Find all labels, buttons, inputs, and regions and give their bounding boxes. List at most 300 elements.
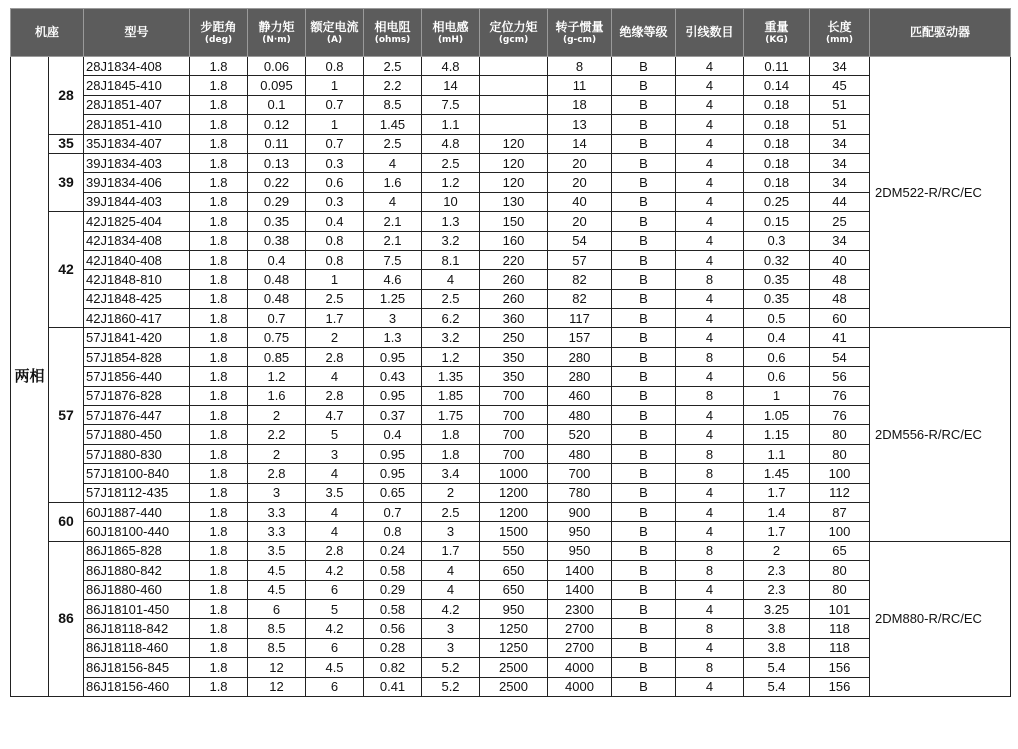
detent-torque-cell: 700 [480, 444, 548, 463]
weight-cell: 0.18 [744, 173, 810, 192]
lead-count-cell: 4 [676, 328, 744, 347]
holding-torque-cell: 0.06 [248, 57, 306, 76]
rotor-inertia-cell: 2700 [548, 619, 612, 638]
spec-sheet [10, 8, 1010, 697]
phase-resistance-cell: 3 [364, 309, 422, 328]
rated-current-cell: 5 [306, 425, 364, 444]
detent-torque-cell: 160 [480, 231, 548, 250]
header-phase-resistance: 相电阻 (ohms) [364, 9, 422, 57]
phase-inductance-cell: 4.8 [422, 134, 480, 153]
rotor-inertia-cell: 280 [548, 347, 612, 366]
lead-count-cell: 8 [676, 541, 744, 560]
rated-current-cell: 0.6 [306, 173, 364, 192]
rotor-inertia-cell: 57 [548, 250, 612, 269]
length-cell: 34 [810, 153, 870, 172]
table-row [11, 502, 1011, 521]
detent-torque-cell [480, 57, 548, 76]
insulation-class-cell: B [612, 192, 676, 211]
model-cell: 57J1876-447 [84, 406, 190, 425]
phase-inductance-cell: 3 [422, 638, 480, 657]
table-row [11, 134, 1011, 153]
rotor-inertia-cell: 20 [548, 173, 612, 192]
holding-torque-cell: 0.85 [248, 347, 306, 366]
phase-resistance-cell: 0.8 [364, 522, 422, 541]
model-cell: 86J18156-460 [84, 677, 190, 696]
holding-torque-cell: 0.4 [248, 250, 306, 269]
model-cell: 86J18101-450 [84, 599, 190, 618]
table-row [11, 270, 1011, 289]
weight-cell: 0.3 [744, 231, 810, 250]
phase-inductance-cell: 4 [422, 580, 480, 599]
step-angle-cell: 1.8 [190, 192, 248, 211]
insulation-class-cell: B [612, 153, 676, 172]
table-row [11, 444, 1011, 463]
weight-cell: 0.6 [744, 367, 810, 386]
weight-cell: 2 [744, 541, 810, 560]
holding-torque-cell: 0.75 [248, 328, 306, 347]
insulation-class-cell: B [612, 367, 676, 386]
step-angle-cell: 1.8 [190, 406, 248, 425]
weight-cell: 3.25 [744, 599, 810, 618]
step-angle-cell: 1.8 [190, 173, 248, 192]
phase-inductance-cell: 1.2 [422, 347, 480, 366]
model-cell: 42J1860-417 [84, 309, 190, 328]
header-step-angle: 步距角 (deg) [190, 9, 248, 57]
rated-current-cell: 0.3 [306, 192, 364, 211]
insulation-class-cell: B [612, 561, 676, 580]
table-row [11, 192, 1011, 211]
table-row [11, 464, 1011, 483]
detent-torque-cell: 950 [480, 599, 548, 618]
step-angle-cell: 1.8 [190, 483, 248, 502]
weight-cell: 5.4 [744, 658, 810, 677]
length-cell: 76 [810, 386, 870, 405]
detent-torque-cell: 250 [480, 328, 548, 347]
step-angle-cell: 1.8 [190, 425, 248, 444]
model-cell: 42J1848-810 [84, 270, 190, 289]
step-angle-cell: 1.8 [190, 153, 248, 172]
model-cell: 35J1834-407 [84, 134, 190, 153]
phase-resistance-cell: 7.5 [364, 250, 422, 269]
model-cell: 28J1834-408 [84, 57, 190, 76]
detent-torque-cell: 2500 [480, 658, 548, 677]
rotor-inertia-cell: 1400 [548, 561, 612, 580]
table-row [11, 580, 1011, 599]
length-cell: 25 [810, 212, 870, 231]
weight-cell: 1.05 [744, 406, 810, 425]
rotor-inertia-cell: 14 [548, 134, 612, 153]
holding-torque-cell: 2 [248, 406, 306, 425]
step-angle-cell: 1.8 [190, 212, 248, 231]
model-cell: 57J18112-435 [84, 483, 190, 502]
phase-inductance-cell: 1.7 [422, 541, 480, 560]
model-cell: 86J18156-845 [84, 658, 190, 677]
rated-current-cell: 6 [306, 580, 364, 599]
table-row [11, 173, 1011, 192]
rated-current-cell: 2.8 [306, 386, 364, 405]
frame-size-cell: 86 [49, 541, 84, 696]
phase-resistance-cell: 1.25 [364, 289, 422, 308]
header-detent-torque: 定位力矩 (gcm) [480, 9, 548, 57]
phase-inductance-cell: 1.8 [422, 425, 480, 444]
rated-current-cell: 2.8 [306, 541, 364, 560]
table-row [11, 425, 1011, 444]
lead-count-cell: 4 [676, 231, 744, 250]
step-angle-cell: 1.8 [190, 95, 248, 114]
lead-count-cell: 4 [676, 76, 744, 95]
rotor-inertia-cell: 280 [548, 367, 612, 386]
insulation-class-cell: B [612, 425, 676, 444]
header-rated-current: 额定电流 (A) [306, 9, 364, 57]
lead-count-cell: 4 [676, 134, 744, 153]
lead-count-cell: 4 [676, 367, 744, 386]
rotor-inertia-cell: 2700 [548, 638, 612, 657]
lead-count-cell: 8 [676, 619, 744, 638]
lead-count-cell: 4 [676, 57, 744, 76]
table-body [11, 57, 1011, 697]
insulation-class-cell: B [612, 638, 676, 657]
phase-inductance-cell: 2.5 [422, 153, 480, 172]
model-cell: 42J1834-408 [84, 231, 190, 250]
holding-torque-cell: 2 [248, 444, 306, 463]
step-angle-cell: 1.8 [190, 250, 248, 269]
lead-count-cell: 8 [676, 386, 744, 405]
model-cell: 60J1887-440 [84, 502, 190, 521]
insulation-class-cell: B [612, 76, 676, 95]
insulation-class-cell: B [612, 464, 676, 483]
table-row [11, 153, 1011, 172]
rotor-inertia-cell: 700 [548, 464, 612, 483]
insulation-class-cell: B [612, 541, 676, 560]
insulation-class-cell: B [612, 115, 676, 134]
phase-resistance-cell: 0.95 [364, 347, 422, 366]
rated-current-cell: 6 [306, 638, 364, 657]
matching-driver-cell: 2DM522-R/RC/EC [870, 57, 1011, 328]
rotor-inertia-cell: 950 [548, 522, 612, 541]
detent-torque-cell [480, 95, 548, 114]
table-row [11, 309, 1011, 328]
rated-current-cell: 1 [306, 76, 364, 95]
phase-resistance-cell: 2.5 [364, 57, 422, 76]
holding-torque-cell: 8.5 [248, 638, 306, 657]
table-row [11, 599, 1011, 618]
detent-torque-cell: 150 [480, 212, 548, 231]
phase-inductance-cell: 3 [422, 619, 480, 638]
rated-current-cell: 6 [306, 677, 364, 696]
table-row [11, 57, 1011, 76]
phase-resistance-cell: 0.41 [364, 677, 422, 696]
model-cell: 57J1854-828 [84, 347, 190, 366]
holding-torque-cell: 1.2 [248, 367, 306, 386]
lead-count-cell: 4 [676, 522, 744, 541]
insulation-class-cell: B [612, 270, 676, 289]
table-row [11, 289, 1011, 308]
holding-torque-cell: 4.5 [248, 561, 306, 580]
insulation-class-cell: B [612, 522, 676, 541]
detent-torque-cell: 2500 [480, 677, 548, 696]
step-angle-cell: 1.8 [190, 561, 248, 580]
rotor-inertia-cell: 780 [548, 483, 612, 502]
detent-torque-cell: 120 [480, 173, 548, 192]
detent-torque-cell: 700 [480, 425, 548, 444]
phase-inductance-cell: 1.3 [422, 212, 480, 231]
detent-torque-cell: 1200 [480, 483, 548, 502]
weight-cell: 0.6 [744, 347, 810, 366]
length-cell: 156 [810, 677, 870, 696]
rated-current-cell: 0.8 [306, 250, 364, 269]
insulation-class-cell: B [612, 677, 676, 696]
lead-count-cell: 8 [676, 561, 744, 580]
weight-cell: 0.35 [744, 270, 810, 289]
phase-resistance-cell: 2.1 [364, 231, 422, 250]
header-row [11, 9, 1011, 57]
phase-resistance-cell: 0.4 [364, 425, 422, 444]
phase-inductance-cell: 1.2 [422, 173, 480, 192]
weight-cell: 0.32 [744, 250, 810, 269]
model-cell: 86J1880-460 [84, 580, 190, 599]
rotor-inertia-cell: 480 [548, 444, 612, 463]
lead-count-cell: 4 [676, 406, 744, 425]
holding-torque-cell: 0.38 [248, 231, 306, 250]
detent-torque-cell: 120 [480, 153, 548, 172]
frame-size-cell: 60 [49, 502, 84, 541]
length-cell: 56 [810, 367, 870, 386]
rotor-inertia-cell: 480 [548, 406, 612, 425]
phase-resistance-cell: 1.45 [364, 115, 422, 134]
phase-inductance-cell: 10 [422, 192, 480, 211]
holding-torque-cell: 0.48 [248, 270, 306, 289]
step-angle-cell: 1.8 [190, 580, 248, 599]
weight-cell: 0.18 [744, 115, 810, 134]
step-angle-cell: 1.8 [190, 619, 248, 638]
step-angle-cell: 1.8 [190, 386, 248, 405]
insulation-class-cell: B [612, 347, 676, 366]
model-cell: 86J18118-460 [84, 638, 190, 657]
table-row [11, 76, 1011, 95]
weight-cell: 0.35 [744, 289, 810, 308]
phase-inductance-cell: 4 [422, 270, 480, 289]
length-cell: 80 [810, 425, 870, 444]
lead-count-cell: 4 [676, 309, 744, 328]
insulation-class-cell: B [612, 309, 676, 328]
weight-cell: 0.5 [744, 309, 810, 328]
phase-inductance-cell: 4 [422, 561, 480, 580]
lead-count-cell: 4 [676, 115, 744, 134]
weight-cell: 0.18 [744, 95, 810, 114]
length-cell: 76 [810, 406, 870, 425]
holding-torque-cell: 0.13 [248, 153, 306, 172]
phase-inductance-cell: 6.2 [422, 309, 480, 328]
frame-size-cell: 39 [49, 153, 84, 211]
header-phase-inductance: 相电感 (mH) [422, 9, 480, 57]
header-length: 长度 (mm) [810, 9, 870, 57]
phase-inductance-cell: 1.75 [422, 406, 480, 425]
phase-resistance-cell: 0.65 [364, 483, 422, 502]
length-cell: 48 [810, 270, 870, 289]
lead-count-cell: 4 [676, 502, 744, 521]
table-row [11, 328, 1011, 347]
phase-inductance-cell: 2.5 [422, 502, 480, 521]
phase-resistance-cell: 0.82 [364, 658, 422, 677]
rated-current-cell: 1.7 [306, 309, 364, 328]
phase-resistance-cell: 4 [364, 153, 422, 172]
holding-torque-cell: 3 [248, 483, 306, 502]
phase-resistance-cell: 0.29 [364, 580, 422, 599]
table-row [11, 483, 1011, 502]
phase-inductance-cell: 1.1 [422, 115, 480, 134]
insulation-class-cell: B [612, 212, 676, 231]
step-angle-cell: 1.8 [190, 134, 248, 153]
detent-torque-cell: 1250 [480, 638, 548, 657]
insulation-class-cell: B [612, 95, 676, 114]
lead-count-cell: 8 [676, 464, 744, 483]
length-cell: 60 [810, 309, 870, 328]
model-cell: 57J1856-440 [84, 367, 190, 386]
step-angle-cell: 1.8 [190, 115, 248, 134]
model-cell: 57J1876-828 [84, 386, 190, 405]
detent-torque-cell: 650 [480, 561, 548, 580]
phase-resistance-cell: 0.58 [364, 561, 422, 580]
length-cell: 80 [810, 444, 870, 463]
phase-resistance-cell: 0.58 [364, 599, 422, 618]
header-weight: 重量 (KG) [744, 9, 810, 57]
length-cell: 80 [810, 561, 870, 580]
model-cell: 57J1880-450 [84, 425, 190, 444]
table-row [11, 212, 1011, 231]
rotor-inertia-cell: 82 [548, 289, 612, 308]
weight-cell: 1.15 [744, 425, 810, 444]
insulation-class-cell: B [612, 502, 676, 521]
table-row [11, 677, 1011, 696]
holding-torque-cell: 0.22 [248, 173, 306, 192]
length-cell: 41 [810, 328, 870, 347]
holding-torque-cell: 1.6 [248, 386, 306, 405]
header-lead-count: 引线数目 [676, 9, 744, 57]
rated-current-cell: 2 [306, 328, 364, 347]
model-cell: 42J1825-404 [84, 212, 190, 231]
detent-torque-cell: 700 [480, 406, 548, 425]
insulation-class-cell: B [612, 173, 676, 192]
phase-inductance-cell: 7.5 [422, 95, 480, 114]
phase-resistance-cell: 0.56 [364, 619, 422, 638]
weight-cell: 1.4 [744, 502, 810, 521]
weight-cell: 3.8 [744, 638, 810, 657]
length-cell: 118 [810, 638, 870, 657]
phase-inductance-cell: 3.2 [422, 328, 480, 347]
model-cell: 57J18100-840 [84, 464, 190, 483]
step-angle-cell: 1.8 [190, 464, 248, 483]
step-angle-cell: 1.8 [190, 599, 248, 618]
insulation-class-cell: B [612, 599, 676, 618]
weight-cell: 0.11 [744, 57, 810, 76]
weight-cell: 1.7 [744, 522, 810, 541]
length-cell: 65 [810, 541, 870, 560]
length-cell: 100 [810, 464, 870, 483]
phase-inductance-cell: 3.2 [422, 231, 480, 250]
lead-count-cell: 4 [676, 677, 744, 696]
phase-resistance-cell: 0.95 [364, 464, 422, 483]
rated-current-cell: 4 [306, 502, 364, 521]
holding-torque-cell: 4.5 [248, 580, 306, 599]
holding-torque-cell: 0.095 [248, 76, 306, 95]
model-cell: 42J1848-425 [84, 289, 190, 308]
lead-count-cell: 8 [676, 270, 744, 289]
lead-count-cell: 4 [676, 580, 744, 599]
weight-cell: 0.18 [744, 134, 810, 153]
rated-current-cell: 0.3 [306, 153, 364, 172]
lead-count-cell: 4 [676, 250, 744, 269]
holding-torque-cell: 12 [248, 658, 306, 677]
table-row [11, 347, 1011, 366]
rated-current-cell: 4.2 [306, 619, 364, 638]
model-cell: 86J1865-828 [84, 541, 190, 560]
step-angle-cell: 1.8 [190, 677, 248, 696]
weight-cell: 1.45 [744, 464, 810, 483]
holding-torque-cell: 0.35 [248, 212, 306, 231]
table-row [11, 541, 1011, 560]
model-cell: 28J1851-410 [84, 115, 190, 134]
model-cell: 60J18100-440 [84, 522, 190, 541]
lead-count-cell: 4 [676, 173, 744, 192]
rotor-inertia-cell: 900 [548, 502, 612, 521]
model-cell: 86J1880-842 [84, 561, 190, 580]
holding-torque-cell: 3.5 [248, 541, 306, 560]
detent-torque-cell: 700 [480, 386, 548, 405]
step-angle-cell: 1.8 [190, 522, 248, 541]
phase-inductance-cell: 14 [422, 76, 480, 95]
step-angle-cell: 1.8 [190, 541, 248, 560]
rotor-inertia-cell: 520 [548, 425, 612, 444]
insulation-class-cell: B [612, 386, 676, 405]
rotor-inertia-cell: 950 [548, 541, 612, 560]
length-cell: 44 [810, 192, 870, 211]
phase-resistance-cell: 0.95 [364, 444, 422, 463]
lead-count-cell: 4 [676, 289, 744, 308]
phase-resistance-cell: 4 [364, 192, 422, 211]
table-row [11, 561, 1011, 580]
insulation-class-cell: B [612, 231, 676, 250]
detent-torque-cell: 1000 [480, 464, 548, 483]
rotor-inertia-cell: 54 [548, 231, 612, 250]
matching-driver-cell: 2DM556-R/RC/EC [870, 328, 1011, 541]
table-row [11, 95, 1011, 114]
rated-current-cell: 2.5 [306, 289, 364, 308]
lead-count-cell: 8 [676, 658, 744, 677]
step-angle-cell: 1.8 [190, 231, 248, 250]
step-angle-cell: 1.8 [190, 309, 248, 328]
step-angle-cell: 1.8 [190, 502, 248, 521]
rated-current-cell: 3.5 [306, 483, 364, 502]
phase-inductance-cell: 8.1 [422, 250, 480, 269]
model-cell: 28J1851-407 [84, 95, 190, 114]
holding-torque-cell: 0.1 [248, 95, 306, 114]
phase-resistance-cell: 0.37 [364, 406, 422, 425]
table-row [11, 619, 1011, 638]
phase-resistance-cell: 0.43 [364, 367, 422, 386]
frame-size-cell: 28 [49, 57, 84, 135]
detent-torque-cell [480, 115, 548, 134]
phase-inductance-cell: 1.8 [422, 444, 480, 463]
weight-cell: 2.3 [744, 561, 810, 580]
insulation-class-cell: B [612, 134, 676, 153]
rated-current-cell: 4.2 [306, 561, 364, 580]
length-cell: 118 [810, 619, 870, 638]
phase-inductance-cell: 2.5 [422, 289, 480, 308]
insulation-class-cell: B [612, 658, 676, 677]
phase-inductance-cell: 5.2 [422, 658, 480, 677]
rated-current-cell: 4 [306, 522, 364, 541]
rotor-inertia-cell: 117 [548, 309, 612, 328]
